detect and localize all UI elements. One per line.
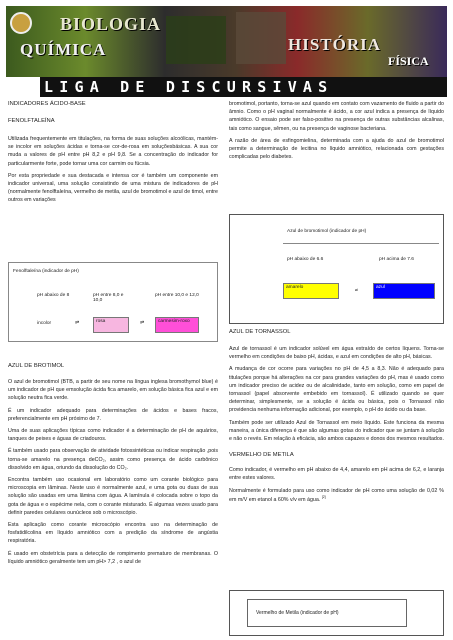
metila-frame	[229, 590, 444, 636]
equilibrium-arrow: ⇌	[140, 321, 145, 326]
table-caption: Azul de bromotimol (indicador de pH)	[287, 229, 367, 234]
banner-historia: HISTÓRIA	[288, 35, 382, 54]
paragraph: bromotimol, portanto, torna-se azul quando em contato com vazamento de fluido a partir do âmnio. Como o pH vaginal normalmente é ácido, a cor azul indica a presença de líquido amniótico. O ensaio pode ser falso-positivo na presença de outras substâncias alcalinas, tais como sangue, sêmen, ou na presença de vaginose bacteriana.	[229, 101, 444, 132]
paragraph: É também usado para observação de atividade fotossintéticas ou indicar respiração ,pois torna-se amarelo na presença deCO₂, assim como presença de ácido carbônico dissolvido em água, oriundo da dissolução do CO₂.	[8, 448, 218, 471]
paragraph-text: Normalmente é formulado para uso como indicador de pH como uma solução de 0,02 % em m/V em etanol a 60% v/v em água.	[229, 487, 444, 503]
left-column-bottom	[8, 362, 218, 570]
color-swatch-rosa: rosa	[93, 317, 129, 333]
paragraph: Azul de tornassol é um indicador solúvel em água extraído de certos líquens. Torna-se vermelho em condições de baixo pH, ácidas, e azul em condições de alto pH, básicas.	[229, 345, 444, 361]
paragraph: Esta aplicação como corante microscópio encontra uso na determinação de fosfatidilcolina em líquido amniótico com a predição da síndrome de angústia respiratória.	[8, 522, 218, 545]
paragraph: Também pode ser utilizado Azul de Tornassol em meio líquido. Este funciona da mesma maneira, a única diferença é que são algumas gotas do indicador que se juntam à solução e não o revés. Em relação à eficácia, são ambos capazes e donos dos mesmos resultados.	[229, 419, 444, 443]
paragraph: Como indicador, é vermelho em pH abaixo de 4,4, amarelo em pH acima de 6,2, e laranja entre estes valores.	[229, 467, 444, 482]
table-cell: pH entre 10,0 e 12,0	[155, 293, 199, 298]
color-swatch-amarelo: amarelo	[283, 283, 339, 299]
color-swatch-carmesim: carmesim-roxo	[155, 317, 199, 333]
color-swatch-azul: azul	[373, 283, 435, 299]
paragraph: Utilizada frequentemente em titulações, na forma de suas soluções alcoólicas, mantém-se incolor em soluções ácidas e torna-se cor-de-rosa em soluçõesbásicas. A sua cor muda a valores de pH entre pH 8,2 e pH 9,8. Se a concentração do indicador for particularmente forte, pode tornar uma cor carmim ou fúcsia.	[8, 135, 218, 167]
paragraph: Encontra também uso ocasional em laboratório como um corante biológico para microscopia em lâminas. Neste uso é normalmente azul, e uma gota ou duas de sua solução são usadas em uma lâmina com água. A lamínula é colocada sobre o topo da gota de água e o espécime nela, com o corante misturado. É algumas vezes usado para definir paredes celulares ounúcleos sob o microscópio.	[8, 477, 218, 516]
table-cell: pH abaixo de 6.6	[287, 257, 324, 262]
paragraph: A mudança de cor ocorre para variações no pH de 4,5 a 8,3. Não é adequado para titulações porque há alterações na cor para grandes variações do pH, mas é usado como um indicador preciso de acidez ou de alcalinidade, tanto em solução, como em papel de tornassol (papel absorvente embebido em tornassol). É utilizado quando se quer determinar, simplesmente, se a solução é ácida ou básica, pois o Tornassol não providencia nenhuma informação adicional, por exemplo, o pH do ácido ou da base.	[229, 366, 444, 414]
section-heading: INDICADORES ÁCIDO-BASE	[8, 101, 86, 107]
paragraph: A razão de área de esfingomielina, determinada com a ajuda do azul de bromotimol permite a determinação de lecitina no líquido amniótico, relacionada com gestações complicadas pelo diabetes.	[229, 137, 444, 161]
banner-image-segment	[236, 12, 286, 64]
paragraph: É um indicador adequado para determinações de ácidos e bases fracos, preferencialmente em pH próximo de 7.	[8, 407, 218, 422]
section-heading: FENOLFTALEÍNA	[8, 117, 55, 124]
banner-biologia: BIOLOGIA	[60, 14, 162, 34]
fenolftaleina-table	[8, 262, 218, 342]
section-heading: AZUL DE TORNASSOL	[229, 329, 291, 335]
paragraph: O azul de bromotimol (BTB, a partir de seu nome na língua inglesa bromothymol blue) é um indicador de pH que emsolução ácida fica amarelo, em solução básica fica azul e em solução neutra fica verde.	[8, 378, 218, 402]
table-cell: pH abaixo de 8	[37, 293, 70, 298]
page-title: LIGA DE DISCURSIVAS	[40, 77, 447, 97]
bromotimol-frame	[229, 214, 444, 324]
banner-quimica: QUÍMICA	[20, 40, 107, 59]
paragraph	[229, 487, 444, 504]
left-column-top	[8, 100, 218, 209]
banner-image-segment	[166, 16, 226, 64]
header-banner	[6, 6, 447, 77]
right-column-bottom	[229, 328, 444, 508]
section-heading: AZUL DE BROTIMOL	[8, 363, 65, 369]
equilibrium-arrow: ⇌	[75, 321, 80, 326]
paragraph: Por esta propriedade e sua destacada e intensa cor é também um componente em indicador universal, uma solução consistindo de uma mistura de indicadores de pH (normalmente fenolftaleína, vermelho de metila, azul de bromotimol e azul de timol, entre outros em variações	[8, 172, 218, 204]
table-cell: incolor	[37, 321, 52, 326]
banner-fisica: FÍSICA	[388, 54, 429, 68]
atom-logo-icon	[10, 12, 32, 34]
bromotimol-table	[283, 221, 439, 318]
footnote-ref: [2]	[321, 494, 326, 499]
equilibrium-arrow: ⇌	[355, 288, 358, 292]
metila-table	[247, 599, 407, 627]
table-caption: Fenolftaleína (indicador de pH)	[13, 269, 79, 274]
paragraph: É usado em obstetrícia para a detecção de rompimento prematuro de membranas. O líquido amniótico geralmente tem um pH> 7,2 , o azul de	[8, 550, 218, 565]
right-column-top	[229, 100, 444, 165]
paragraph: Uma de suas aplicações típicas como indicador é a determinação de pH de aquários, tanques de peixes e águas de criadouros.	[8, 428, 218, 443]
table-cell: pH acima de 7.6	[379, 257, 414, 262]
title-left-spacer	[6, 77, 40, 97]
table-caption: Vermelho de Metila (indicador de pH)	[256, 610, 339, 616]
section-heading: VERMELHO DE METILA	[229, 452, 294, 459]
table-cell: pH entre 8,0 e 10,0	[93, 293, 124, 303]
